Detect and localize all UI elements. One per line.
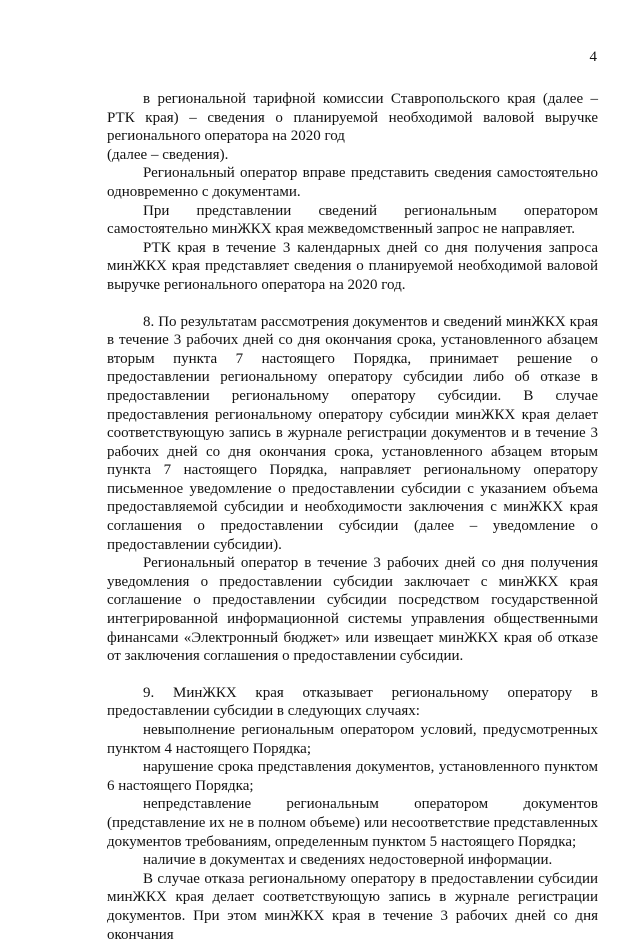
- paragraph-operator-right: Региональный оператор вправе представить сведения самостоятельно одновременно с документами.: [107, 165, 598, 200]
- paragraph-refusal-case: В случае отказа региональному оператору в предоставлении субсидии минЖКХ края делает соответствующую запись в журнале регистрации документов. При этом минЖКХ края в течение 3 рабочих дней со дня окончания: [107, 870, 598, 943]
- paragraph-gap: [107, 295, 598, 313]
- paragraph-rtk-term: РТК края в течение 3 календарных дней со дня получения запроса минЖКХ края представляет сведения о планируемой необходимой валовой выручке регионального оператора на 2020 год.: [107, 239, 598, 293]
- paragraph-gap: [107, 666, 598, 684]
- paragraph-continuation-rtk: в региональной тарифной комиссии Ставропольского края (далее – РТК края) – сведения о планируемой необходимой валовой выручке регионального оператора на 2020 год: [107, 91, 598, 145]
- paragraph-definition-svedeniya: (далее – сведения).: [107, 146, 229, 163]
- list-item-refusal-4: наличие в документах и сведениях недостоверной информации.: [143, 852, 553, 869]
- document-body: [107, 90, 598, 944]
- paragraph-item-9: 9. МинЖКХ края отказывает региональному оператору в предоставлении субсидии в следующих случаях:: [107, 684, 598, 720]
- list-item-refusal-1: невыполнение региональным оператором условий, предусмотренных пунктом 4 настоящего Порядка;: [107, 722, 598, 757]
- list-item-refusal-3: непредставление региональным оператором документов (представление их не в полном объеме) или несоответствие представленных документов требованиям, определенным пунктом 5 настоящего Порядка;: [107, 796, 598, 850]
- page-number: 4: [589, 49, 597, 65]
- paragraph-agreement: Региональный оператор в течение 3 рабочих дней со дня получения уведомления о предоставлении субсидии заключает с минЖКХ края соглашение о предоставлении субсидии посредством государственной интегрированной информационной системы управления общественными финансами «Электронный бюджет» или извещает минЖКХ края об отказе от заключения соглашения о предоставлении субсидии.: [107, 555, 598, 665]
- paragraph-item-8: 8. По результатам рассмотрения документов и сведений минЖКХ края в течение 3 рабочих дней со дня окончания срока, установленного абзацем вторым пункта 7 настоящего Порядка, принимает решение о предоставлении региональному оператору субсидии либо об отказе в предоставлении региональному оператору субсидии. В случае предоставления региональному оператору субсидии минЖКХ края делает соответствующую запись в журнале регистрации документов и в течение 3 рабочих дней со дня окончания срока, установленного абзацем вторым пункта 7 настоящего Порядка, направляет региональному оператору письменное уведомление о предоставлении субсидии с указанием объема предоставляемой субсидии и необходимости заключения с минЖКХ края соглашения о предоставлении субсидии (далее – уведомление о предоставлении субсидии).: [107, 313, 598, 553]
- paragraph-no-request: При представлении сведений региональным оператором самостоятельно минЖКХ края межведомственный запрос не направляет.: [107, 202, 598, 238]
- list-item-refusal-2: нарушение срока представления документов, установленного пунктом 6 настоящего Порядка;: [107, 759, 598, 794]
